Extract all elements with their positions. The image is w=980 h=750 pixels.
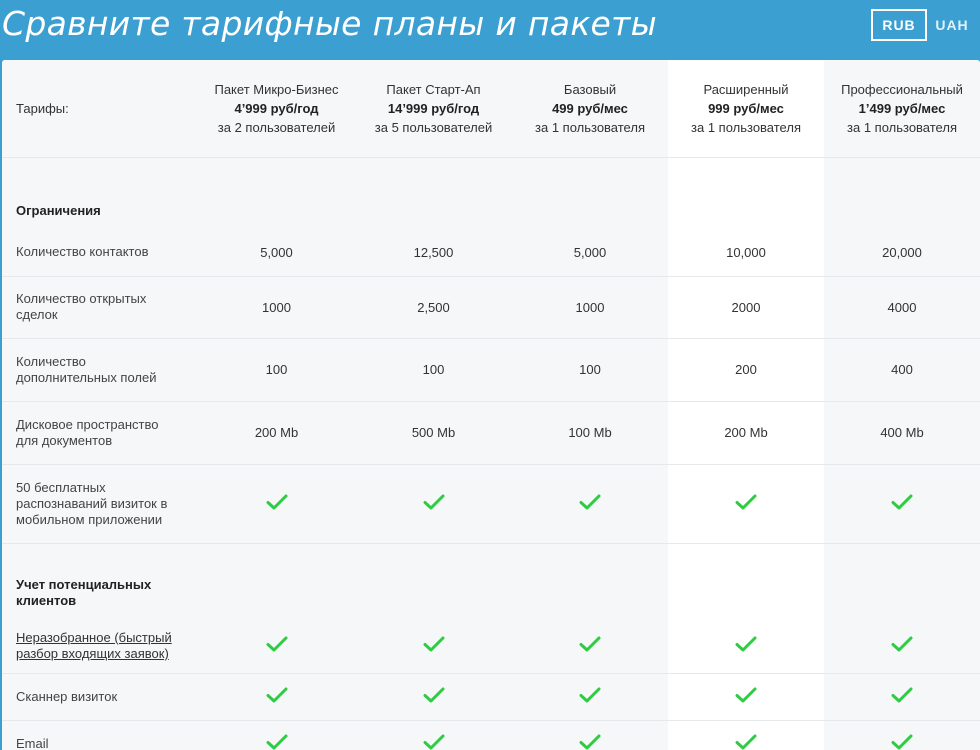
plan-header-extended xyxy=(668,60,824,157)
feature-label-text: Сканнер визиток xyxy=(16,688,118,704)
plan-users: за 2 пользователей xyxy=(217,119,336,135)
feature-value-cell: 2,500 xyxy=(355,276,512,338)
feature-row xyxy=(2,338,980,401)
empty-cell xyxy=(668,157,824,229)
plans-header-row xyxy=(2,60,980,157)
feature-value-cell: 100 xyxy=(512,338,668,401)
plan-users: за 1 пользователя xyxy=(535,119,645,135)
feature-included-cell xyxy=(355,619,512,673)
feature-label-text: Количество дополнительных полей xyxy=(16,353,157,385)
feature-included-cell xyxy=(512,673,668,720)
feature-label xyxy=(2,464,198,543)
feature-row xyxy=(2,464,980,543)
feature-value-cell: 400 Mb xyxy=(824,401,980,464)
empty-cell xyxy=(512,157,668,229)
feature-label xyxy=(2,276,198,338)
feature-row xyxy=(2,229,980,276)
plan-price: 499 руб/мес xyxy=(552,100,628,116)
plan-users: за 1 пользователя xyxy=(691,119,801,135)
feature-label xyxy=(2,401,198,464)
feature-value-cell: 2000 xyxy=(668,276,824,338)
empty-cell xyxy=(355,543,512,619)
feature-value-cell: 4000 xyxy=(824,276,980,338)
checkmark-icon xyxy=(735,687,757,703)
feature-label xyxy=(2,229,198,276)
plan-price: 4’999 руб/год xyxy=(234,100,319,116)
feature-link[interactable]: Неразобранное (быстрый разбор входящих заявок) xyxy=(16,629,172,661)
checkmark-icon xyxy=(423,687,445,703)
row-label-header: Тарифы: xyxy=(2,60,198,157)
checkmark-icon xyxy=(579,494,601,510)
plan-price: 999 руб/мес xyxy=(708,100,784,116)
checkmark-icon xyxy=(423,734,445,750)
feature-included-cell xyxy=(198,673,355,720)
feature-value-cell: 500 Mb xyxy=(355,401,512,464)
feature-label-text: Количество открытых сделок xyxy=(16,291,147,322)
checkmark-icon xyxy=(891,494,913,510)
checkmark-icon xyxy=(891,734,913,750)
feature-value-cell: 100 xyxy=(198,338,355,401)
feature-value-cell: 200 xyxy=(668,338,824,401)
section-title: Ограничения xyxy=(16,203,101,218)
feature-included-cell xyxy=(668,673,824,720)
empty-cell xyxy=(198,543,355,619)
plan-users: за 5 пользователей xyxy=(374,119,493,135)
feature-included-cell xyxy=(355,720,512,750)
feature-label-text: 50 бесплатных распознаваний визиток в мобильном приложении xyxy=(16,479,168,527)
feature-value-cell: 5,000 xyxy=(198,229,355,276)
page-header xyxy=(0,0,980,58)
checkmark-icon xyxy=(423,636,445,652)
checkmark-icon xyxy=(735,494,757,510)
plan-name: Пакет Микро-Бизнес xyxy=(214,81,339,97)
feature-included-cell xyxy=(668,619,824,673)
feature-value-cell: 5,000 xyxy=(512,229,668,276)
feature-label-text: Дисковое пространство для документов xyxy=(16,416,159,448)
feature-included-cell xyxy=(668,720,824,750)
feature-included-cell xyxy=(198,464,355,543)
empty-cell xyxy=(512,543,668,619)
checkmark-icon xyxy=(266,687,288,703)
feature-value-cell: 200 Mb xyxy=(198,401,355,464)
feature-included-cell xyxy=(355,464,512,543)
checkmark-icon xyxy=(579,734,601,750)
plan-price: 1’499 руб/мес xyxy=(858,100,946,116)
checkmark-icon xyxy=(266,494,288,510)
empty-cell xyxy=(824,543,980,619)
feature-included-cell xyxy=(824,720,980,750)
checkmark-icon xyxy=(891,687,913,703)
checkmark-icon xyxy=(735,734,757,750)
feature-label-text: Email xyxy=(16,735,49,750)
feature-included-cell xyxy=(824,619,980,673)
feature-row xyxy=(2,276,980,338)
checkmark-icon xyxy=(423,494,445,510)
feature-value-cell: 400 xyxy=(824,338,980,401)
plan-name: Расширенный xyxy=(703,81,789,97)
plan-header-professional xyxy=(824,60,980,157)
empty-cell xyxy=(198,157,355,229)
section-title: Учет потенциальных клиентов xyxy=(16,577,152,608)
currency-rub-button[interactable]: RUB xyxy=(871,9,927,41)
checkmark-icon xyxy=(579,636,601,652)
feature-value-cell: 200 Mb xyxy=(668,401,824,464)
pricing-table-panel xyxy=(2,60,980,750)
section-title-row xyxy=(2,543,980,619)
checkmark-icon xyxy=(579,687,601,703)
feature-label-text: Количество контактов xyxy=(16,244,149,260)
plan-name: Пакет Старт-Ап xyxy=(386,81,481,97)
empty-cell xyxy=(668,543,824,619)
feature-label[interactable] xyxy=(2,619,198,673)
feature-included-cell xyxy=(512,720,668,750)
feature-included-cell xyxy=(355,673,512,720)
feature-value-cell: 10,000 xyxy=(668,229,824,276)
feature-included-cell xyxy=(668,464,824,543)
feature-value-cell: 100 Mb xyxy=(512,401,668,464)
feature-row xyxy=(2,619,980,673)
plan-header-start-up xyxy=(355,60,512,157)
pricing-table xyxy=(2,60,980,750)
feature-included-cell xyxy=(198,619,355,673)
plan-name: Профессиональный xyxy=(841,81,963,97)
checkmark-icon xyxy=(735,636,757,652)
plan-users: за 1 пользователя xyxy=(847,119,957,135)
plan-header-basic xyxy=(512,60,668,157)
plan-name: Базовый xyxy=(563,81,617,97)
feature-included-cell xyxy=(824,464,980,543)
plan-header-micro-business xyxy=(198,60,355,157)
section-title-row xyxy=(2,157,980,229)
checkmark-icon xyxy=(266,636,288,652)
feature-value-cell: 12,500 xyxy=(355,229,512,276)
page-title: Сравните тарифные планы и пакеты xyxy=(2,4,658,43)
feature-value-cell: 20,000 xyxy=(824,229,980,276)
plan-price: 14’999 руб/год xyxy=(387,100,480,116)
feature-included-cell xyxy=(512,464,668,543)
feature-row xyxy=(2,673,980,720)
feature-included-cell xyxy=(512,619,668,673)
feature-row xyxy=(2,401,980,464)
feature-value-cell: 100 xyxy=(355,338,512,401)
feature-included-cell xyxy=(198,720,355,750)
feature-included-cell xyxy=(824,673,980,720)
empty-cell xyxy=(355,157,512,229)
currency-uah-button[interactable]: UAH xyxy=(935,17,969,33)
checkmark-icon xyxy=(891,636,913,652)
feature-label xyxy=(2,720,198,750)
feature-value-cell: 1000 xyxy=(512,276,668,338)
feature-value-cell: 1000 xyxy=(198,276,355,338)
feature-row xyxy=(2,720,980,750)
feature-label xyxy=(2,673,198,720)
empty-cell xyxy=(824,157,980,229)
feature-label xyxy=(2,338,198,401)
checkmark-icon xyxy=(266,734,288,750)
